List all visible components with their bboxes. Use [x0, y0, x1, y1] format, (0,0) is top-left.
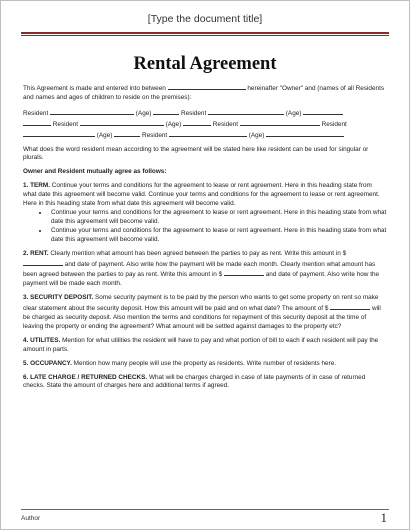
- rent-text-c: and date of payment. Also write how the payment will be made each month.: [23, 271, 380, 288]
- term-bullet-list: [23, 209, 387, 245]
- resident-label: Resident: [141, 131, 168, 139]
- resident-label: Resident: [321, 120, 347, 128]
- resident-label: Resident: [212, 120, 239, 128]
- age-blank[interactable]: [266, 130, 344, 137]
- intro-line1: This Agreement is made and entered into between: [23, 85, 166, 92]
- occupancy-label: 5. OCCUPANCY.: [23, 359, 72, 367]
- utilities-label: 4. UTILITES.: [23, 336, 61, 344]
- section-rent: [23, 250, 387, 290]
- section-occupancy: [23, 360, 387, 369]
- age-blank[interactable]: [153, 108, 179, 115]
- age-label: (Age): [285, 109, 302, 117]
- intro-paragraph: [23, 83, 387, 103]
- deposit-label: 3. SECURITY DEPOSIT.: [23, 294, 94, 302]
- resident-blank[interactable]: [50, 108, 134, 115]
- age-blank[interactable]: [183, 119, 211, 126]
- deposit-amount-blank[interactable]: [330, 303, 370, 310]
- resident-blank[interactable]: [240, 119, 320, 126]
- resident-row-3: [23, 130, 387, 141]
- rent-text-a: Clearly mention what amount has been agreed between the parties to pay as rent. Write this amount in $: [50, 249, 347, 257]
- resident-blank[interactable]: [208, 108, 284, 115]
- rent-amount-blank[interactable]: [23, 259, 63, 266]
- footer-author[interactable]: Author: [21, 515, 41, 522]
- age-label: (Age): [135, 109, 152, 117]
- footer-rule: [21, 509, 389, 510]
- section-late-charge: [23, 374, 387, 392]
- term-label: 1. TERM.: [23, 182, 50, 190]
- age-label: (Age): [165, 120, 182, 128]
- resident-note: What does the word resident mean according to the agreement will be stated here like resident can be used for singular or plurals.: [23, 145, 369, 162]
- section-term: [23, 182, 387, 209]
- utilities-text: Mention for what utilities the resident will have to pay and what portion of bill to each if each resident will pay the amount in parts.: [23, 336, 379, 353]
- age-blank[interactable]: [303, 108, 343, 115]
- header-rule-thick: [21, 32, 389, 34]
- resident-label: Resident: [23, 109, 49, 117]
- deposit-text-b: will be charged as security deposit. Also mention the terms and conditions for repayment of this security deposit at the time of leaving the property or ending the agreement? What amount will be settled against damages to the property etc?: [23, 305, 381, 330]
- resident-blank[interactable]: [80, 119, 164, 126]
- late-label: 6. LATE CHARGE / RETURNED CHECKS.: [23, 373, 148, 381]
- list-item: • Continue your terms and conditions for the agreement to lease or rent agreement. Here in this heading state from what date this agreement will become valid.: [49, 209, 387, 227]
- resident-blank[interactable]: [169, 130, 247, 137]
- intro-line2: hereinafter "Owner" and (names of all Residents and names and ages of children to reside on the premises):: [23, 85, 385, 101]
- header-rule-thin: [21, 35, 389, 36]
- age-blank[interactable]: [23, 119, 51, 126]
- resident-row-1: [23, 108, 387, 119]
- owner-name-blank[interactable]: [168, 83, 246, 90]
- late-text: What will be charges charged in case of late payments of in case of returned checks. State the amount of charges here and additional terms if agreed.: [23, 373, 366, 390]
- age-label: (Age): [248, 131, 265, 139]
- resident-label: Resident: [52, 120, 79, 128]
- resident-label: Resident: [181, 109, 207, 117]
- resident-row-2: [23, 119, 387, 130]
- page-title: Rental Agreement: [133, 54, 277, 74]
- document-title-placeholder[interactable]: [Type the document title]: [147, 13, 263, 25]
- page-number: 1: [380, 510, 387, 525]
- section-security-deposit: [23, 294, 387, 332]
- list-item: • Continue your terms and conditions for the agreement to lease or rent agreement. Here in this heading state from what date this agreement will become valid.: [49, 227, 387, 245]
- rent-label: 2. RENT.: [23, 249, 49, 257]
- age-label: (Age): [96, 131, 113, 139]
- section-utilities: [23, 337, 387, 355]
- deposit-text-a: Some security payment is to be paid by the person who wants to get some property on rent so make clear statement about the security deposit. How this amount will be paid and on what date? The amount of $: [23, 294, 379, 313]
- occupancy-text: Mention how many people will use the property as residents. Write number of residents here.: [73, 359, 337, 367]
- term-text: Continue your terms and conditions for the agreement to lease or rent agreement. Here in this heading state from what date this agreement will become valid. Continue your terms and conditions for the agreement to lease or rent agreement. Here in this heading state from what date this agreement will become valid.: [23, 182, 380, 208]
- rent-text-b: and date of payment. Also write how the payment will be made each month. Clearly mention what amount has been agreed between the parties to pay as rent. Write this amount in $: [23, 260, 376, 279]
- rent-amount-blank[interactable]: [224, 269, 264, 276]
- age-blank[interactable]: [114, 130, 140, 137]
- resident-blank[interactable]: [23, 130, 95, 137]
- agree-heading: Owner and Resident mutually agree as follows:: [23, 168, 167, 176]
- document-body: [23, 83, 387, 391]
